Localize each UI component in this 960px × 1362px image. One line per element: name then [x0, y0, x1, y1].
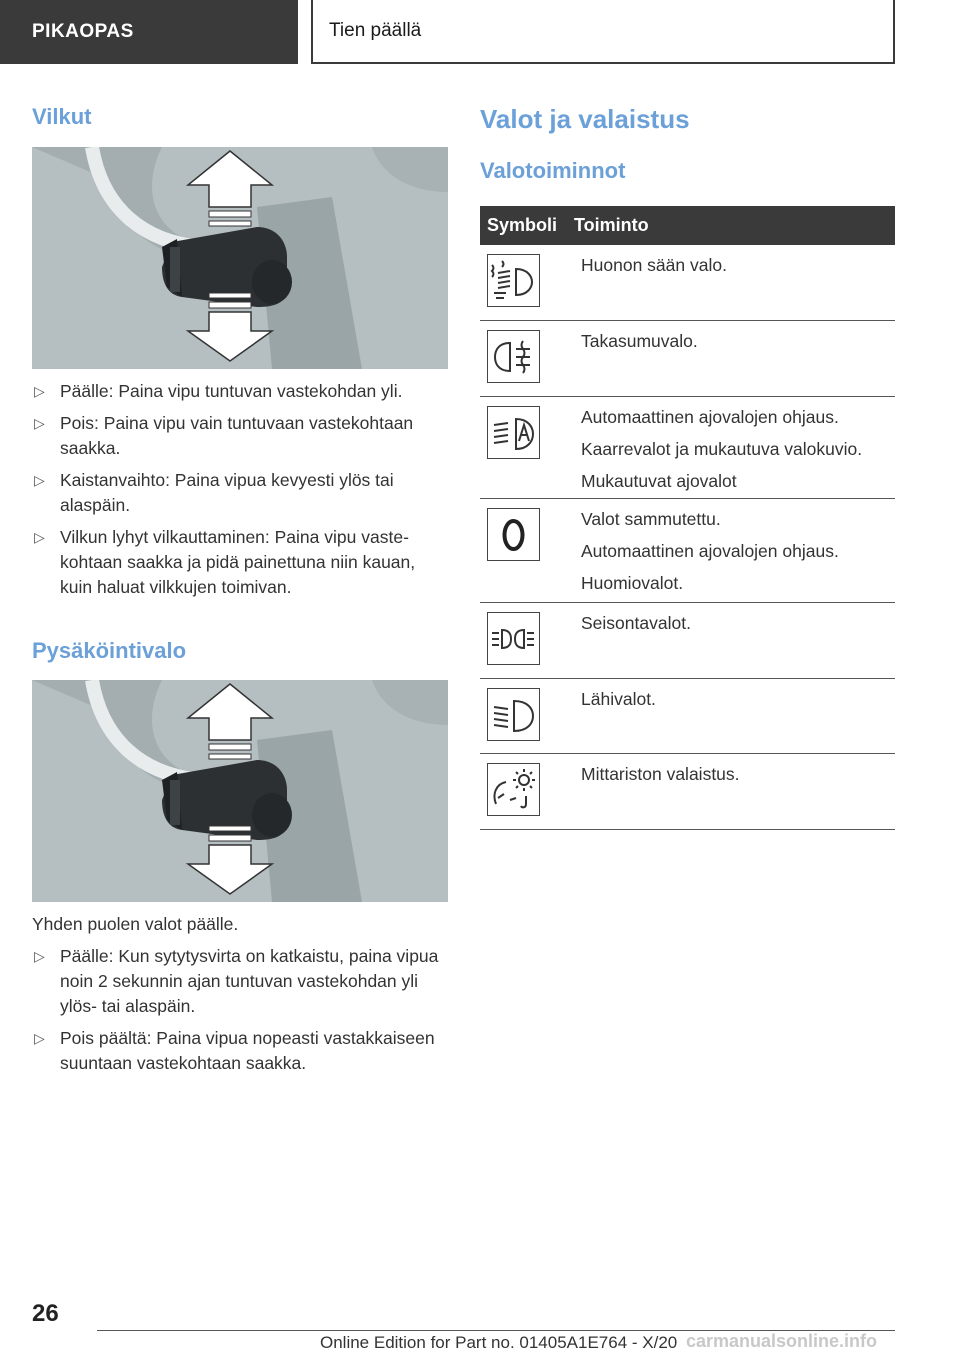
footer-edition: Online Edition for Part no. 01405A1E764 - X/20: [320, 1333, 678, 1352]
list-item: ▷ Pois päältä: Paina vipua nopeasti vastakkaiseen suuntaan vastekohtaan saakka.: [34, 1028, 435, 1073]
list-item: ▷ Kaistanvaihto: Paina vipua kevyesti ylös tai alaspäin.: [34, 470, 394, 515]
instrument-lighting-icon: [487, 763, 540, 816]
list-item: ▷ Pois: Paina vipu vain tuntuvaan vastekohtaan saakka.: [34, 413, 414, 458]
table-row: [480, 245, 895, 321]
function-text: Huonon sään valo.: [581, 255, 727, 275]
rear-fog-light-icon: [487, 330, 540, 383]
table-row: [480, 397, 895, 499]
subsection-title-light-functions: Valotoiminnot: [480, 158, 626, 183]
watermark: carmanualsonline.info: [686, 1331, 878, 1351]
triangle-bullet-icon: ▷: [34, 415, 45, 431]
light-functions-table: [480, 206, 895, 830]
parking-light-illustration: [32, 680, 448, 902]
section-title-lights: Valot ja valaistus: [480, 104, 690, 134]
list-item: ▷ Vilkun lyhyt vilkauttaminen: Paina vipu vastekohtaan saakka ja pidä painettuna niin kauan, kuin haluat vilkkujen toimivan.: [34, 527, 416, 597]
turn-signal-figure: [32, 147, 448, 369]
triangle-bullet-icon: ▷: [34, 472, 45, 488]
function-text: Valot sammutettu.: [581, 509, 721, 529]
table-row: [480, 679, 895, 754]
header-chapter-label: Tien päällä: [329, 20, 422, 41]
function-text: Seisontavalot.: [581, 613, 691, 633]
low-beam-icon: [487, 688, 540, 741]
section-title-parking-light: Pysäköintivalo: [32, 638, 187, 663]
table-row: [480, 603, 895, 679]
function-text: Automaattinen ajovalojen ohjaus.: [581, 541, 839, 561]
function-text: Mukautuvat ajovalot: [581, 471, 737, 491]
parking-light-instructions: [32, 944, 448, 1083]
function-text: Automaattinen ajovalojen ohjaus.: [581, 407, 839, 427]
section-title-vilkut: Vilkut: [32, 104, 92, 129]
lights-off-icon: [487, 508, 540, 561]
header-chapter-tab: [311, 0, 895, 64]
function-text: Huomiovalot.: [581, 573, 684, 593]
header-section-tab: [0, 0, 298, 64]
turn-signal-instructions: [32, 379, 448, 607]
list-item: ▷ Päälle: Paina vipu tuntuvan vastekohdan yli.: [32, 379, 448, 404]
triangle-bullet-icon: ▷: [34, 1030, 45, 1046]
table-row: [480, 499, 895, 603]
parking-light-intro: Yhden puolen valot päälle.: [32, 914, 239, 934]
column-header-symbol: Symboli: [487, 215, 558, 235]
function-text: Mittariston valaistus.: [581, 764, 740, 784]
triangle-bullet-icon: ▷: [34, 383, 45, 399]
auto-headlight-icon: [487, 406, 540, 459]
table-row: [480, 321, 895, 397]
turn-signal-illustration: [32, 147, 448, 369]
page-number: 26: [32, 1300, 59, 1327]
triangle-bullet-icon: ▷: [34, 529, 45, 545]
function-text: Takasumuvalo.: [581, 331, 698, 351]
function-text: Lähivalot.: [581, 689, 656, 709]
table-row: [480, 754, 895, 830]
parking-light-figure: [32, 680, 448, 902]
list-item: ▷ Päälle: Kun sytytysvirta on katkaistu, paina vipua noin 2 sekunnin ajan tuntuvan vastekohdan yli ylös- tai alaspäin.: [34, 946, 439, 1016]
header-section-label: PIKAOPAS: [32, 21, 134, 42]
function-text: Kaarrevalot ja mukautuva valokuvio.: [581, 439, 863, 459]
parking-light-icon: [487, 612, 540, 665]
triangle-bullet-icon: ▷: [34, 948, 45, 964]
fog-light-icon: [487, 254, 540, 307]
table-header: [480, 206, 895, 245]
column-header-function: Toiminto: [574, 215, 649, 235]
